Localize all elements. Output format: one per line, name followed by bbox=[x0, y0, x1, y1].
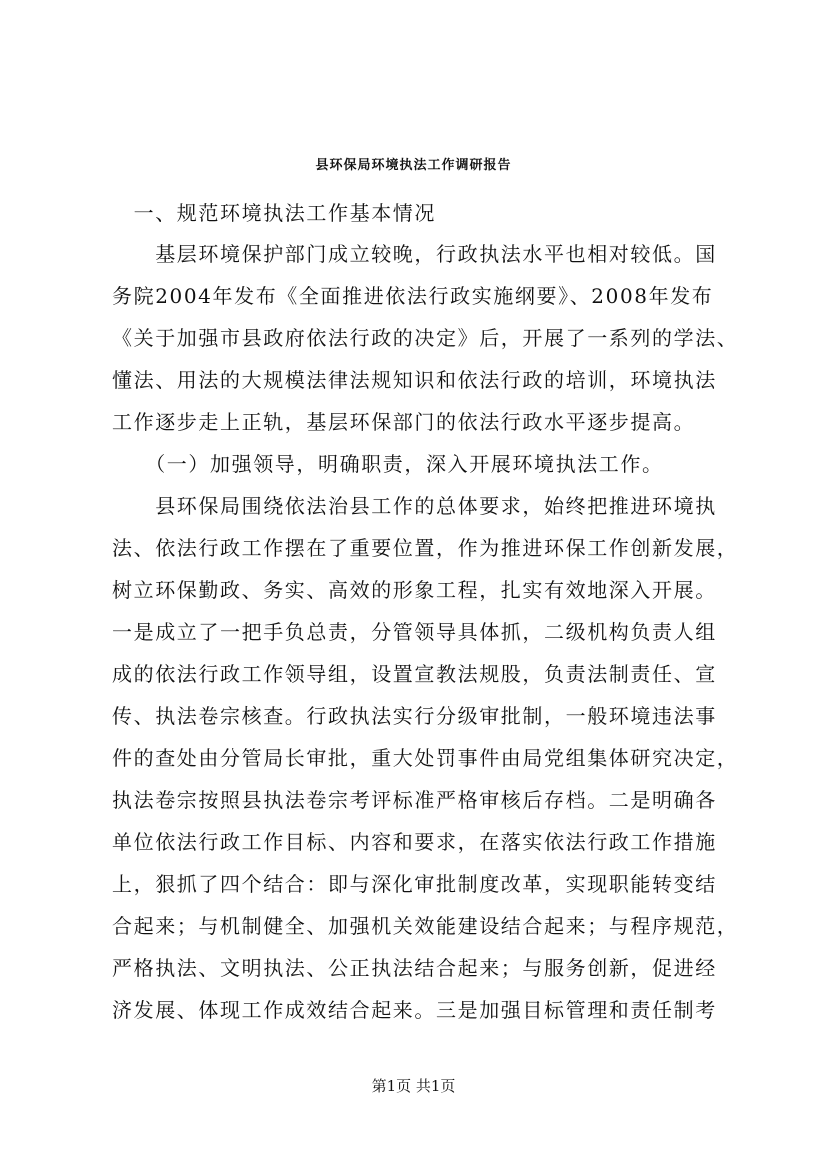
paragraph-line: 传、执法卷宗核查。行政执法实行分级审批制，一般环境违法事 bbox=[112, 704, 717, 728]
paragraph-line: 懂法、用法的大规模法律法规知识和依法行政的培训，环境执法 bbox=[112, 368, 717, 392]
paragraph-line: 基层环境保护部门成立较晚，行政执法水平也相对较低。国 bbox=[112, 242, 717, 266]
paragraph-line: 执法卷宗按照县执法卷宗考评标准严格审核后存档。二是明确各 bbox=[112, 788, 717, 812]
paragraph-line: 济发展、体现工作成效结合起来。三是加强目标管理和责任制考 bbox=[112, 998, 717, 1022]
paragraph-line: 合起来；与机制健全、加强机关效能建设结合起来；与程序规范， bbox=[112, 914, 739, 938]
paragraph-line: 上，狠抓了四个结合：即与深化审批制度改革，实现职能转变结 bbox=[112, 872, 717, 896]
paragraph-line: 件的查处由分管局长审批，重大处罚事件由局党组集体研究决定， bbox=[112, 746, 739, 770]
paragraph-line: 县环保局围绕依法治县工作的总体要求，始终把推进环境执 bbox=[112, 494, 717, 518]
paragraph-line: 法、依法行政工作摆在了重要位置，作为推进环保工作创新发展， bbox=[112, 536, 739, 560]
section-heading: 一、规范环境执法工作基本情况 bbox=[112, 201, 436, 225]
paragraph-line: 工作逐步走上正轨，基层环保部门的依法行政水平逐步提高。 bbox=[112, 410, 696, 434]
subsection-heading: （一）加强领导，明确职责，深入开展环境执法工作。 bbox=[112, 452, 664, 476]
paragraph-line: 单位依法行政工作目标、内容和要求，在落实依法行政工作措施 bbox=[112, 830, 717, 854]
document-title: 县环保局环境执法工作调研报告 bbox=[315, 158, 512, 173]
paragraph-line: 成的依法行政工作领导组，设置宣教法规股，负责法制责任、宣 bbox=[112, 662, 717, 686]
paragraph-line: 《关于加强市县政府依法行政的决定》后，开展了一系列的学法、 bbox=[112, 326, 739, 350]
paragraph-line: 务院2004年发布《全面推进依法行政实施纲要》、2008年发布 bbox=[112, 284, 714, 308]
paragraph-line: 严格执法、文明执法、公正执法结合起来；与服务创新，促进经 bbox=[112, 956, 717, 980]
paragraph-line: 树立环保勤政、务实、高效的形象工程，扎实有效地深入开展。 bbox=[112, 578, 717, 602]
paragraph-line: 一是成立了一把手负总责，分管领导具体抓，二级机构负责人组 bbox=[112, 620, 717, 644]
page-number-footer: 第1页 共1页 bbox=[371, 1077, 456, 1095]
